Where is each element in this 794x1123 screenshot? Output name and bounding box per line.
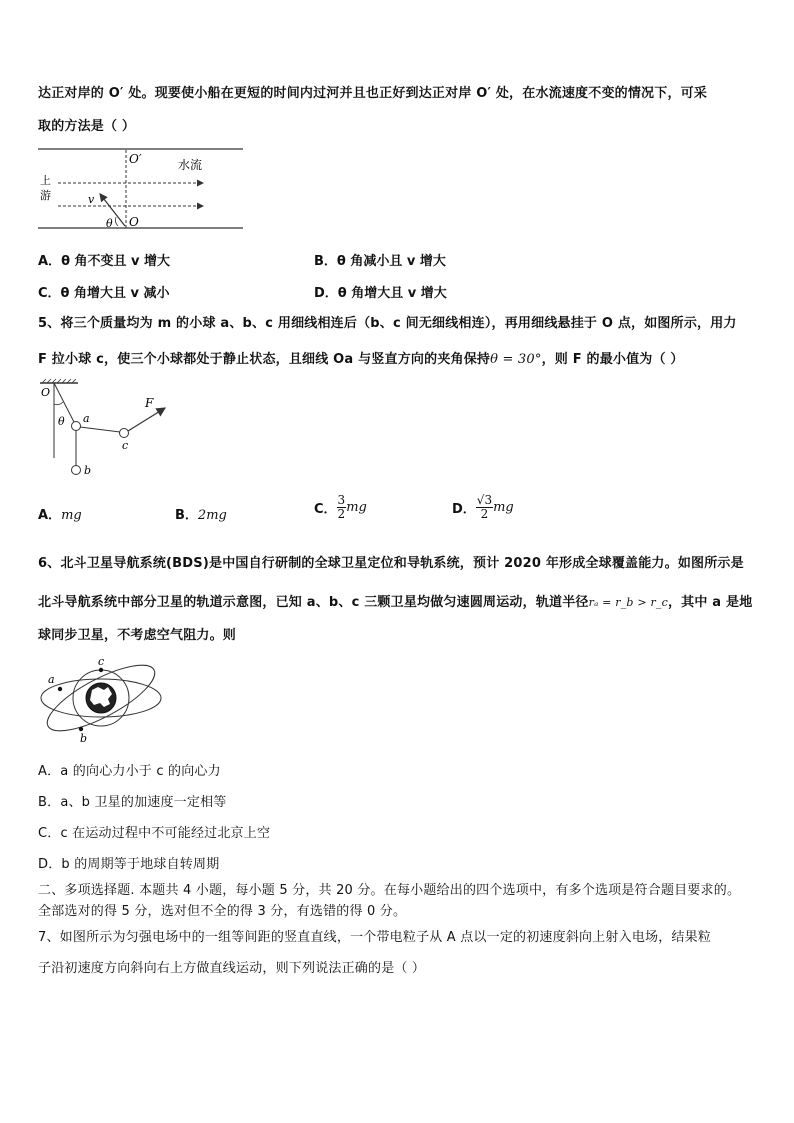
q6-text-line1: 6、北斗卫星导航系统(BDS)是中国自行研制的全球卫星定位和导轨系统，预计 2020 年形成全球覆盖能力。如图所示是 xyxy=(38,556,744,571)
q6-option-d: D．b 的周期等于地球自转周期 xyxy=(38,857,220,872)
q5-option-a: A．mg xyxy=(38,508,82,523)
q4-option-c: C．θ 角增大且 v 减小 xyxy=(38,286,170,301)
q5-text-line2: F 拉小球 c，使三个小球都处于静止状态，且细线 Oa 与竖直方向的夹角保持θ = 30°，则 F 的最小值为（ ） xyxy=(38,352,684,367)
section2-heading-line2: 全部选对的得 5 分，选对但不全的得 3 分，有选错的得 0 分。 xyxy=(38,904,407,919)
label-theta: θ xyxy=(106,217,113,230)
label-theta: θ xyxy=(58,415,65,428)
label-b: b xyxy=(84,464,92,477)
label-c: c xyxy=(98,655,105,668)
q6-text-line3: 球同步卫星，不考虑空气阻力。则 xyxy=(38,628,237,643)
q7-text-line2: 子沿初速度方向斜向右上方做直线运动，则下列说法正确的是（ ） xyxy=(38,961,426,976)
label-b: b xyxy=(80,732,88,744)
label-upstream-2: 游 xyxy=(40,189,51,202)
q7-text-line1: 7、如图所示为匀强电场中的一组等间距的竖直直线，一个带电粒子从 A 点以一定的初速度斜向上射入电场，结果粒 xyxy=(38,930,712,945)
q6-option-a: A．a 的向心力小于 c 的向心力 xyxy=(38,764,221,779)
q6-option-b: B．a、b 卫星的加速度一定相等 xyxy=(38,795,227,810)
satellite-orbit-diagram xyxy=(38,654,168,744)
q4-text-line1: 达正对岸的 O′ 处。现要使小船在更短的时间内过河并且也正好到达正对岸 O′ 处，在水流速度不变的情况下，可采 xyxy=(38,86,708,101)
label-o-prime: O′ xyxy=(129,152,142,166)
label-o: O xyxy=(41,386,51,399)
river-diagram xyxy=(38,146,248,232)
label-c: c xyxy=(122,439,129,452)
q4-option-d: D．θ 角增大且 v 增大 xyxy=(314,286,447,301)
label-f: F xyxy=(145,396,154,410)
label-a: a xyxy=(48,673,55,686)
q6-text-line2: 北斗导航系统中部分卫星的轨道示意图，已知 a、b、c 三颗卫星均做匀速圆周运动，轨道半径rₐ = r_b > r_c，其中 a 是地 xyxy=(38,595,753,610)
q4-option-b: B．θ 角减小且 v 增大 xyxy=(314,254,446,269)
q5-option-d: D． $\frac{√3}{2}$ mg xyxy=(452,493,514,521)
q4-option-a: A．θ 角不变且 v 增大 xyxy=(38,254,171,269)
label-a: a xyxy=(83,412,90,425)
q6-option-c: C．c 在运动过程中不可能经过北京上空 xyxy=(38,826,271,841)
label-water-flow: 水流 xyxy=(178,158,203,172)
section2-heading-line1: 二、多项选择题. 本题共 4 小题，每小题 5 分，共 20 分。在每小题给出的四个选项中，有多个选项是符合题目要求的。 xyxy=(38,883,741,898)
q5-option-b: B．2mg xyxy=(175,508,227,523)
label-o: O xyxy=(129,215,139,229)
balls-diagram xyxy=(38,378,178,480)
q5-text-line1: 5、将三个质量均为 m 的小球 a、b、c 用细线相连后（b、c 间无细线相连），再用细线悬挂于 O 点，如图所示，用力 xyxy=(38,316,737,331)
q4-text-line2: 取的方法是（ ） xyxy=(38,119,136,134)
label-upstream-1: 上 xyxy=(40,174,51,187)
q5-option-c: C． $\frac{3}{2}$ mg xyxy=(314,493,367,521)
label-v: v xyxy=(88,193,95,206)
